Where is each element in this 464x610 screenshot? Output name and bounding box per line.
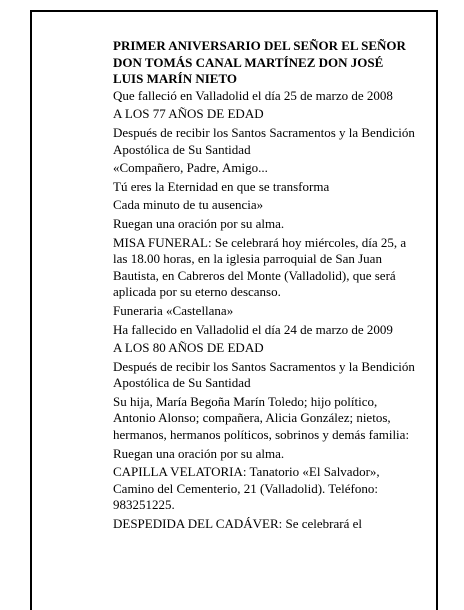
funeral-home: Funeraria «Castellana» — [113, 302, 234, 318]
obituary-column — [113, 38, 415, 535]
wake-chapel: CAPILLA VELATORIA: Tanatorio «El Salvador», Camino del Cementerio, 21 (Valladolid). Teléfono: 983251225. — [113, 464, 380, 513]
sacraments-2: Después de recibir los Santos Sacramentos y la Bendición Apostólica de Su Santidad — [113, 358, 415, 391]
heading-line-1: PRIMER ANIVERSARIO DEL SEÑOR EL SEÑOR — [113, 38, 406, 53]
age-1: A LOS 77 AÑOS DE EDAD — [113, 106, 264, 122]
quote-line-1: «Compañero, Padre, Amigo... — [113, 160, 268, 176]
prayer-request-2: Ruegan una oración por su alma. — [113, 445, 285, 461]
prayer-request-1: Ruegan una oración por su alma. — [113, 215, 285, 231]
heading-line-2: DON TOMÁS CANAL MARTÍNEZ DON JOSÉ LUIS MARÍN NIETO — [113, 54, 384, 87]
family-list: Su hija, María Begoña Marín Toledo; hijo político, Antonio Alonso; compañera, Alicia González; nietos, hermanos, hermanos políticos, sobrinos y demás familia: — [113, 393, 410, 443]
sacraments-1: Después de recibir los Santos Sacramentos y la Bendición Apostólica de Su Santidad — [113, 124, 415, 157]
death-notice-1: Que falleció en Valladolid el día 25 de marzo de 2008 — [113, 87, 393, 103]
funeral-mass: MISA FUNERAL: Se celebrará hoy miércoles, día 25, a las 18.00 horas, en la iglesia parroquial de San Juan Bautista, en Cabreros del Monte (Valladolid), que será aplicada por su eterno descanso. — [113, 234, 407, 300]
farewell: DESPEDIDA DEL CADÁVER: Se celebrará el — [113, 516, 362, 532]
quote-line-3: Cada minuto de tu ausencia» — [113, 197, 264, 213]
quote-line-2: Tú eres la Eternidad en que se transforma — [113, 178, 330, 194]
death-notice-2: Ha fallecido en Valladolid el día 24 de marzo de 2009 — [113, 321, 393, 337]
age-2: A LOS 80 AÑOS DE EDAD — [113, 340, 264, 356]
